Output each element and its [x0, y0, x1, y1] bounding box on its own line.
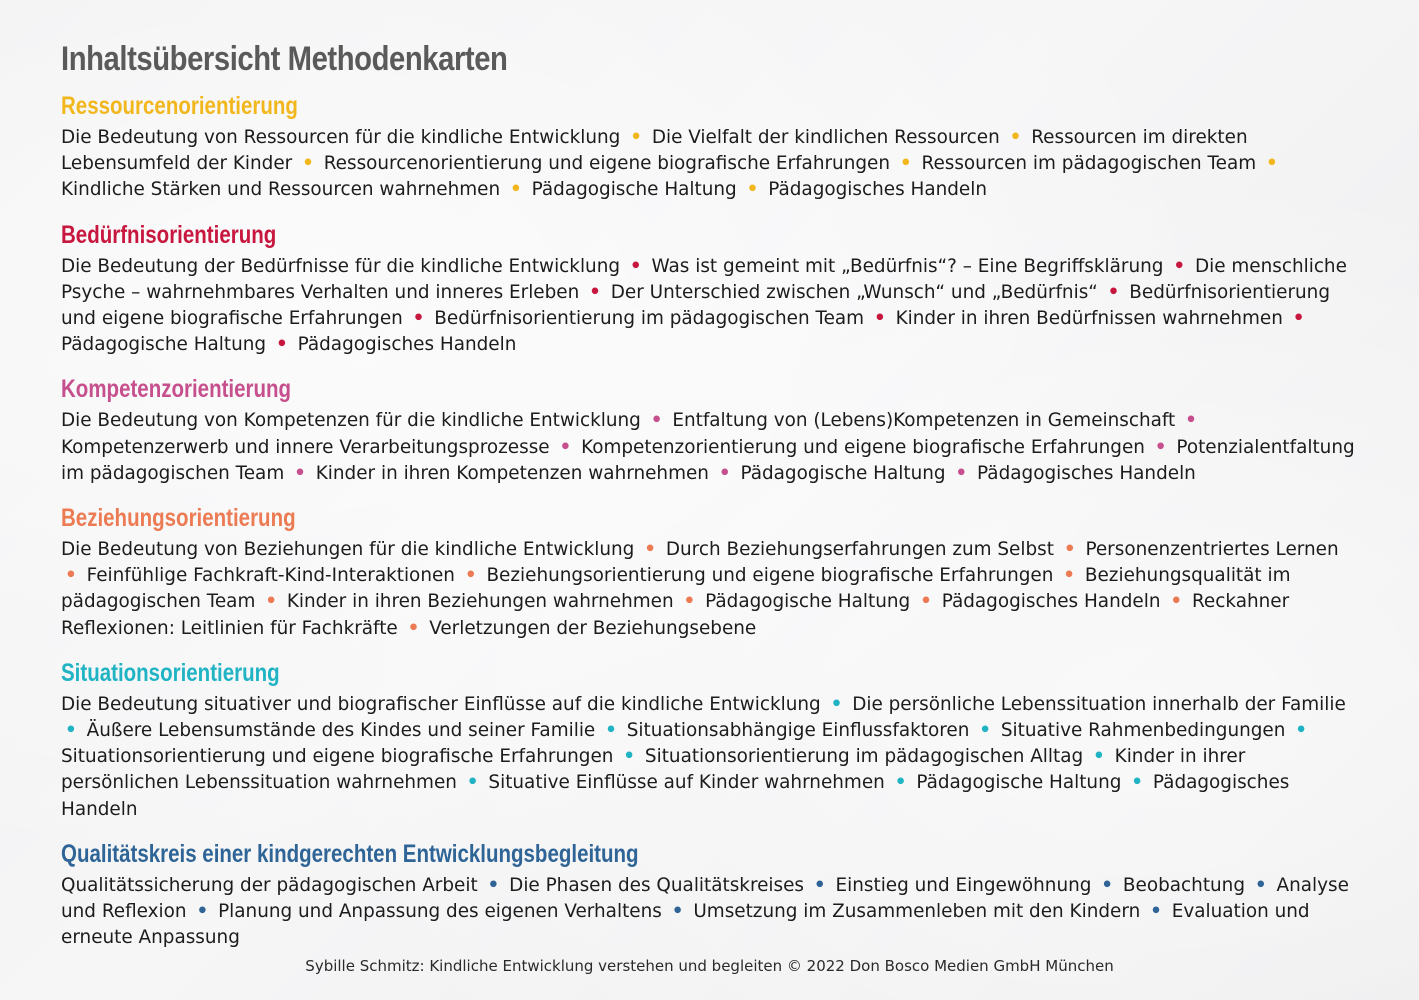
bullet-separator: • — [629, 255, 642, 277]
topic-item: Die Bedeutung situativer und biografischer Einflüsse auf die kindliche Entwicklung — [61, 693, 821, 715]
section-heading: Bedürfnisorientierung — [61, 220, 277, 249]
bullet-separator: • — [1093, 746, 1105, 768]
topic-item: Planung und Anpassung des eigenen Verhaltens — [218, 901, 662, 923]
topic-item: Beobachtung — [1122, 874, 1246, 896]
bullet-separator: • — [746, 179, 759, 201]
bullet-separator: • — [1063, 565, 1076, 587]
topic-item: Pädagogisches Handeln — [297, 334, 517, 356]
bullet-separator: • — [1154, 436, 1167, 458]
section-heading: Beziehungsorientierung — [61, 504, 296, 533]
topic-item: Die Bedeutung der Bedürfnisse für die kindliche Entwicklung — [61, 255, 621, 277]
section-5 — [61, 837, 1361, 952]
bullet-separator: • — [894, 772, 907, 794]
bullet-separator: • — [813, 874, 826, 896]
bullet-separator: • — [302, 153, 314, 175]
section-4 — [61, 656, 1361, 823]
topic-item: Personenzentriertes Lernen — [1085, 539, 1339, 561]
section-2 — [61, 372, 1361, 487]
bullet-separator: • — [979, 720, 992, 742]
bullet-separator: • — [1107, 281, 1120, 303]
topic-item: Einstieg und Eingewöhnung — [835, 874, 1092, 896]
topic-item: Situative Einflüsse auf Kinder wahrnehmen — [488, 772, 885, 794]
bullet-separator: • — [650, 410, 663, 432]
bullet-separator: • — [1009, 127, 1022, 148]
bullet-separator: • — [65, 720, 77, 742]
topic-item: Potenzialentfaltung im pädagogischen Team — [61, 436, 1355, 484]
topic-item: Kompetenzorientierung und eigene biografische Erfahrungen — [581, 436, 1145, 458]
topic-item: Situationsabhängige Einflussfaktoren — [626, 720, 970, 742]
section-topic-list — [61, 125, 1361, 204]
bullet-separator: • — [644, 539, 656, 561]
topic-item: Kinder in ihren Bedürfnissen wahrnehmen — [895, 308, 1283, 330]
topic-item: Pädagogische Haltung — [916, 772, 1122, 794]
section-topic-list — [61, 408, 1361, 487]
bullet-separator: • — [671, 901, 684, 923]
topic-item: Verletzungen der Beziehungsebene — [429, 617, 757, 639]
topic-item: Evaluation und erneute Anpassung — [61, 901, 1310, 949]
section-heading: Qualitätskreis einer kindgerechten Entwicklungsbegleitung — [61, 839, 639, 868]
bullet-separator: • — [718, 462, 731, 484]
section-topic-list — [61, 692, 1361, 823]
bullet-separator: • — [412, 308, 425, 330]
bullet-separator: • — [466, 772, 479, 794]
bullet-separator: • — [265, 591, 277, 613]
topic-item: Entfaltung von (Lebens)Kompetenzen in Gemeinschaft — [672, 410, 1176, 432]
bullet-separator: • — [1131, 772, 1144, 794]
bullet-separator: • — [275, 334, 288, 356]
bullet-separator: • — [294, 462, 306, 484]
topic-item: Bedürfnisorientierung im pädagogischen Team — [434, 308, 865, 330]
topic-item: Beziehungsqualität im pädagogischen Team — [61, 565, 1291, 613]
bullet-separator: • — [65, 565, 77, 587]
topic-item: Die Bedeutung von Kompetenzen für die kindliche Entwicklung — [61, 410, 641, 432]
topic-item: Pädagogische Haltung — [531, 179, 737, 201]
bullet-separator: • — [464, 565, 477, 587]
topic-item: Die persönliche Lebenssituation innerhalb der Familie — [852, 693, 1346, 715]
topic-item: Ressourcen im pädagogischen Team — [921, 153, 1257, 175]
section-topic-list — [61, 537, 1361, 642]
bullet-separator: • — [510, 179, 522, 201]
topic-item: Pädagogisches Handeln — [977, 462, 1196, 484]
topic-item: Pädagogische Haltung — [740, 462, 946, 484]
topic-item: Kindliche Stärken und Ressourcen wahrnehmen — [61, 179, 501, 201]
topic-item: Kinder in ihrer persönlichen Lebenssituation wahrnehmen — [61, 746, 1246, 794]
bullet-separator: • — [955, 462, 968, 484]
bullet-separator: • — [1101, 874, 1114, 896]
topic-item: Durch Beziehungserfahrungen zum Selbst — [665, 539, 1054, 561]
topic-item: Die Bedeutung von Ressourcen für die kindliche Entwicklung — [61, 127, 621, 148]
topic-item: Bedürfnisorientierung und eigene biografische Erfahrungen — [61, 281, 1331, 330]
bullet-separator: • — [1150, 901, 1162, 923]
section-heading: Situationsorientierung — [61, 658, 280, 687]
bullet-separator: • — [605, 720, 617, 742]
topic-item: Qualitätssicherung der pädagogischen Arbeit — [61, 874, 478, 896]
bullet-separator: • — [1295, 720, 1308, 742]
topic-item: Kompetenzerwerb und innere Verarbeitungsprozesse — [61, 436, 550, 458]
topic-item: Situative Rahmenbedingungen — [1000, 720, 1286, 742]
topic-item: Kinder in ihren Beziehungen wahrnehmen — [286, 591, 674, 613]
section-heading: Ressourcenorientierung — [61, 92, 298, 120]
bullet-separator: • — [830, 693, 843, 715]
topic-item: Situationsorientierung und eigene biografische Erfahrungen — [61, 746, 614, 768]
bullet-separator: • — [589, 281, 601, 303]
topic-item: Kinder in ihren Kompetenzen wahrnehmen — [315, 462, 709, 484]
topic-item: Ressourcenorientierung und eigene biografische Erfahrungen — [323, 153, 891, 175]
topic-item: Situationsorientierung im pädagogischen Alltag — [644, 746, 1084, 768]
topic-item: Ressourcen im direkten Lebensumfeld der Kinder — [61, 127, 1248, 175]
section-1 — [61, 218, 1361, 359]
bullet-separator: • — [1292, 308, 1305, 330]
topic-item: Die Vielfalt der kindlichen Ressourcen — [651, 127, 1000, 148]
page-title: Inhaltsübersicht Methodenkarten — [61, 40, 508, 78]
bullet-separator: • — [1063, 539, 1076, 561]
section-3 — [61, 501, 1361, 642]
topic-item: Beziehungsorientierung und eigene biografische Erfahrungen — [486, 565, 1054, 587]
topic-item: Reckahner Reflexionen: Leitlinien für Fachkräfte — [61, 591, 1290, 639]
topic-item: Pädagogisches Handeln — [768, 179, 988, 201]
content-page — [61, 40, 1361, 965]
topic-item: Umsetzung im Zusammenleben mit den Kindern — [693, 901, 1141, 923]
sections-container — [61, 89, 1361, 951]
section-0 — [61, 89, 1361, 204]
topic-item: Pädagogische Haltung — [705, 591, 911, 613]
topic-item: Die Phasen des Qualitätskreises — [509, 874, 805, 896]
bullet-separator: • — [630, 127, 642, 148]
copyright-footer: Sybille Schmitz: Kindliche Entwicklung verstehen und begleiten © 2022 Don Bosco Medien GmbH München — [305, 957, 1114, 975]
topic-item: Pädagogische Haltung — [61, 334, 267, 356]
topic-item: Pädagogisches Handeln — [61, 772, 1290, 820]
bullet-separator: • — [487, 874, 500, 896]
bullet-separator: • — [559, 436, 572, 458]
topic-item: Feinfühlige Fachkraft-Kind-Interaktionen — [86, 565, 455, 587]
section-topic-list — [61, 873, 1361, 952]
section-topic-list — [61, 254, 1361, 359]
topic-item: Pädagogisches Handeln — [941, 591, 1161, 613]
topic-item: Was ist gemeint mit „Bedürfnis“? – Eine Begriffsklärung — [651, 255, 1164, 277]
bullet-separator: • — [899, 153, 912, 175]
bullet-separator: • — [683, 591, 696, 613]
bullet-separator: • — [1185, 410, 1197, 432]
topic-item: Der Unterschied zwischen „Wunsch“ und „Bedürfnis“ — [610, 281, 1098, 303]
topic-item: Äußere Lebensumstände des Kindes und seiner Familie — [86, 720, 596, 742]
section-heading: Kompetenzorientierung — [61, 375, 292, 404]
topic-item: Die menschliche Psyche – wahrnehmbares Verhalten und inneres Erleben — [61, 255, 1347, 303]
bullet-separator: • — [1266, 153, 1278, 175]
topic-item: Die Bedeutung von Beziehungen für die kindliche Entwicklung — [61, 539, 635, 561]
bullet-separator: • — [623, 746, 636, 768]
bullet-separator: • — [920, 591, 932, 613]
bullet-separator: • — [196, 901, 209, 923]
topic-item: Analyse und Reflexion — [61, 874, 1349, 923]
bullet-separator: • — [407, 617, 420, 639]
bullet-separator: • — [1254, 874, 1267, 896]
bullet-separator: • — [873, 308, 886, 330]
bullet-separator: • — [1173, 255, 1186, 277]
bullet-separator: • — [1170, 591, 1183, 613]
